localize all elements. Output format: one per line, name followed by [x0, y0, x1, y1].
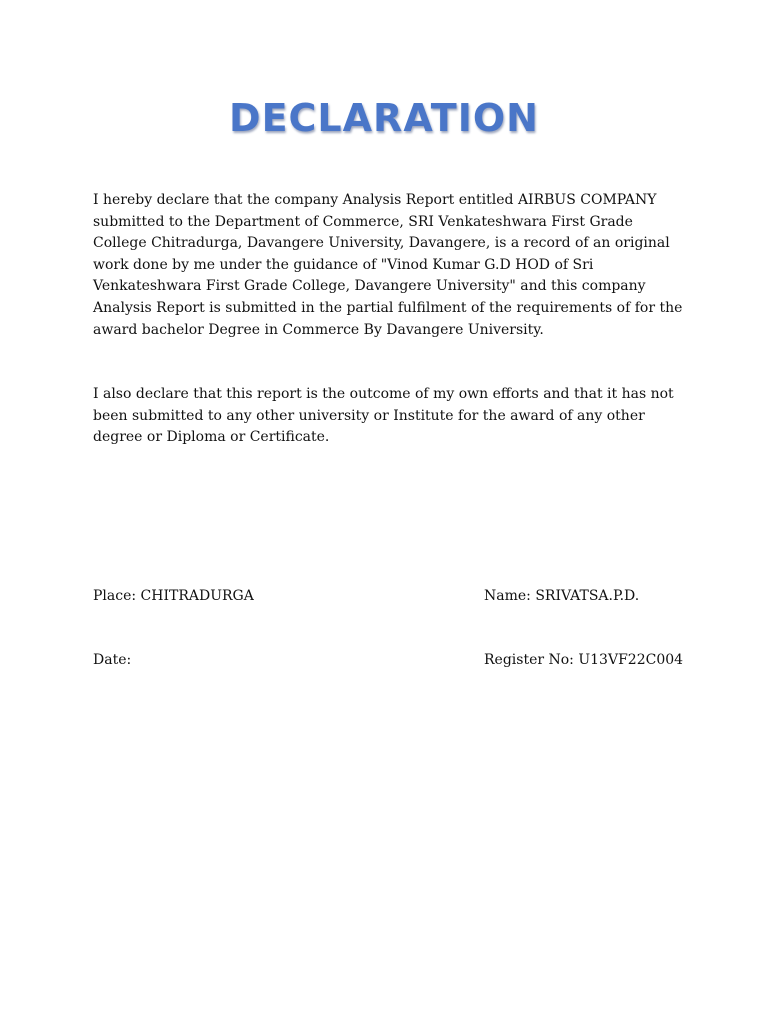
date-field: Date: [93, 652, 132, 668]
name-field: Name: SRIVATSA.P.D. [484, 588, 640, 604]
register-number-field: Register No: U13VF22C004 [484, 652, 684, 668]
page-title: DECLARATION [229, 96, 539, 140]
declaration-paragraph-1: I hereby declare that the company Analysis Report entitled AIRBUS COMPANY submitted to the Department of Commerce, SRI Venkateshwara First Grade College Chitradurga, Davangere University, Davangere, is a record of an original work done by me under the guidance of "Vinod Kumar G.D HOD of Sri Venkateshwara First Grade College, Davangere University" and this company Analysis Report is submitted in the partial fulfilment of the requirements of for the award bachelor Degree in Commerce By Davangere University. [93, 192, 683, 338]
place-field: Place: CHITRADURGA [93, 588, 254, 604]
declaration-paragraph-2: I also declare that this report is the outcome of my own efforts and that it has not been submitted to any other university or Institute for the award of any other degree or Diploma or Certificate. [93, 386, 674, 446]
